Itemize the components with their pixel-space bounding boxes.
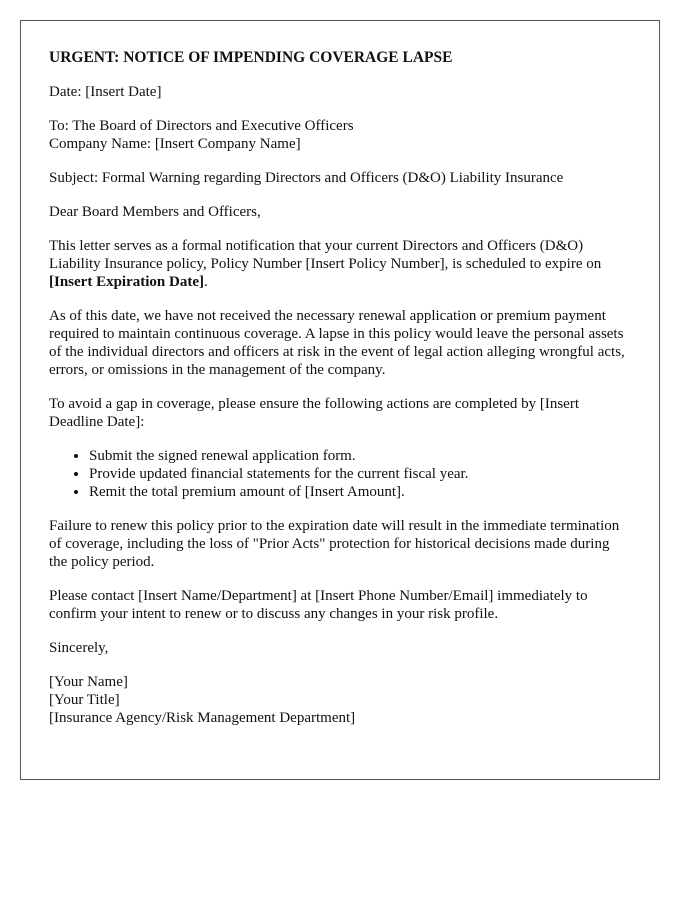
to-line: To: The Board of Directors and Executive Officers bbox=[49, 118, 354, 134]
letter-document bbox=[20, 20, 660, 780]
action-list bbox=[49, 447, 631, 501]
consequence-paragraph: Failure to renew this policy prior to the expiration date will result in the immediate termination of coverage, including the loss of "Prior Acts" protection for historical decisions made during the policy period. bbox=[49, 518, 620, 570]
date-line: Date: [Insert Date] bbox=[49, 84, 162, 100]
company-line: Company Name: [Insert Company Name] bbox=[49, 136, 301, 152]
signature-block bbox=[49, 673, 631, 727]
lapse-risk-paragraph: As of this date, we have not received the necessary renewal application or premium payment required to maintain continuous coverage. A lapse in this policy would leave the personal assets of the individual directors and officers at risk in the event of legal action alleging wrongful acts, errors, or omissions in the management of the company. bbox=[49, 308, 625, 378]
deadline-paragraph: To avoid a gap in coverage, please ensure the following actions are completed by [Insert Deadline Date]: bbox=[49, 396, 580, 430]
recipient-block bbox=[49, 117, 631, 153]
signature-title: [Your Title] bbox=[49, 692, 120, 708]
expiration-date-placeholder: [Insert Expiration Date] bbox=[49, 274, 204, 290]
contact-paragraph: Please contact [Insert Name/Department] at [Insert Phone Number/Email] immediately to confirm your intent to renew or to discuss any changes in your risk profile. bbox=[49, 588, 588, 622]
notification-text: This letter serves as a formal notification that your current Directors and Officers (D&O) Liability Insurance policy, Policy Number [Insert Policy Number], is scheduled to expire on bbox=[49, 238, 602, 272]
signature-name: [Your Name] bbox=[49, 674, 128, 690]
notification-period: . bbox=[203, 274, 208, 290]
action-item-financials: • Provide updated financial statements for the current fiscal year. bbox=[89, 465, 631, 483]
notification-paragraph bbox=[49, 237, 631, 291]
signature-department: [Insurance Agency/Risk Management Department] bbox=[49, 710, 356, 726]
action-item-application: • Submit the signed renewal application form. bbox=[89, 447, 631, 465]
salutation: Dear Board Members and Officers, bbox=[49, 204, 261, 220]
closing: Sincerely, bbox=[49, 640, 109, 656]
subject-line: Subject: Formal Warning regarding Directors and Officers (D&O) Liability Insurance bbox=[49, 170, 564, 186]
letter-title: URGENT: NOTICE OF IMPENDING COVERAGE LAPSE bbox=[49, 49, 453, 66]
action-item-premium: • Remit the total premium amount of [Insert Amount]. bbox=[89, 483, 631, 501]
